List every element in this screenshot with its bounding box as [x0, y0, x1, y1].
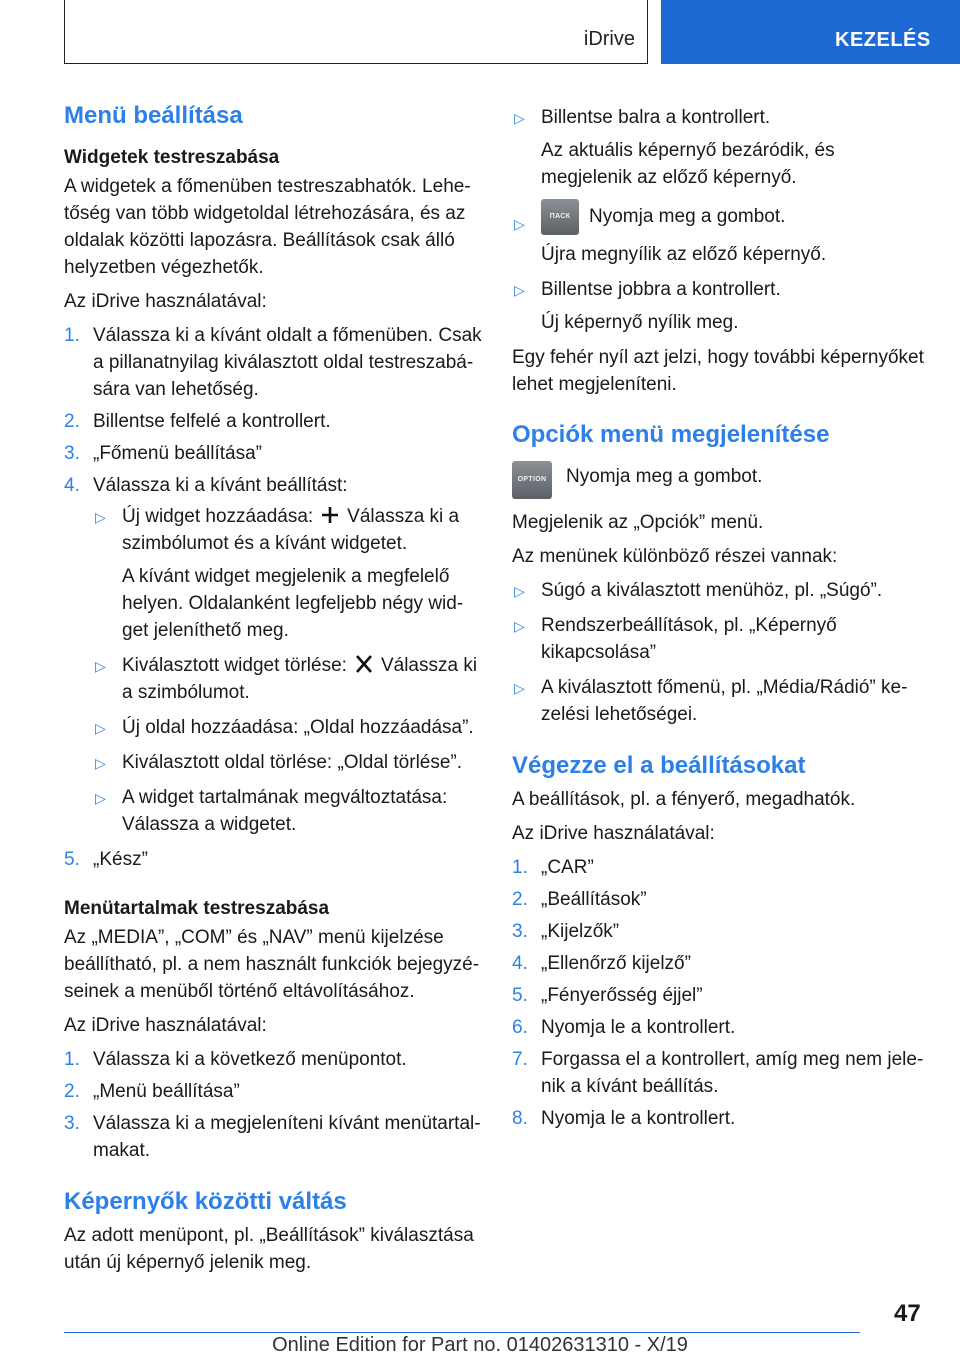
list-item: ▷ Súgó a kiválasztott menühöz, pl. „Súgó”. — [512, 577, 930, 604]
list-item: ▷ ПАСК Nyomja meg a gombot. Újra megnyílik az előző képernyő. — [512, 199, 930, 268]
triangle-bullet-icon: ▷ — [514, 583, 525, 599]
list-item: 2. „Menü beállítása” — [64, 1081, 240, 1102]
list-item: 6. Nyomja le a kontrollert. — [512, 1017, 736, 1038]
page-number: 47 — [894, 1300, 921, 1327]
right-column — [512, 100, 930, 1140]
options-parts-list — [512, 577, 930, 728]
header-title-box — [64, 0, 648, 64]
triangle-bullet-icon: ▷ — [514, 282, 525, 298]
footer-edition: Online Edition for Part no. 01402631310 - X/19 — [272, 1334, 688, 1356]
idrive-use-label: Az iDrive használatával: — [64, 291, 267, 312]
screen-navigation-list — [512, 104, 930, 336]
widgets-intro: A widgetek a főmenüben testreszabhatók. Lehe- tőség van több widgetoldal létrehozására, és az oldalak közötti lapozásra. Beállítások csak álló helyzetben végezhetők. — [64, 176, 471, 278]
triangle-bullet-icon: ▷ — [514, 110, 525, 126]
idrive-use-label: Az iDrive használatával: — [64, 1015, 267, 1036]
list-item: 1. „CAR” — [512, 857, 594, 878]
list-item: 5. „Fényerősség éjjel” — [512, 985, 703, 1006]
triangle-bullet-icon: ▷ — [95, 509, 106, 525]
widget-steps-list — [64, 322, 482, 873]
option-button-row: OPTION Nyomja meg a gombot. — [512, 463, 930, 499]
triangle-bullet-icon: ▷ — [95, 790, 106, 806]
heading-menu-settings: Menü beállítása — [64, 102, 243, 129]
heading-widgets: Widgetek testreszabása — [64, 147, 280, 168]
heading-options-menu: Opciók menü megjelenítése — [512, 421, 830, 448]
list-item: ▷ A widget tartalmának megváltoztatása: Válassza a widgetet. — [95, 787, 448, 835]
list-item: 8. Nyomja le a kontrollert. — [512, 1108, 736, 1129]
menu-content-steps-list — [64, 1046, 482, 1164]
heading-switch-screens: Képernyők közötti váltás — [64, 1188, 347, 1215]
list-item: ▷ Billentse jobbra a kontrollert. Új képernyő nyílik meg. — [514, 279, 781, 333]
list-item: 7. Forgassa el a kontrollert, amíg meg nem jele- nik a kívánt beállítás. — [512, 1049, 924, 1097]
left-column — [64, 100, 482, 1283]
menu-content-intro: Az „MEDIA”, „COM” és „NAV” menü kijelzése beállítható, pl. a nem használt funkciók bejegyzé- seinek a menüből történő eltávolításához. — [64, 927, 480, 1002]
heading-menu-content: Menütartalmak testreszabása — [64, 898, 330, 919]
settings-steps-list — [512, 854, 930, 1132]
list-item: 1. Válassza ki a kívánt oldalt a főmenüben. Csak a pillanatnyilag kiválasztott oldal testreszabá- sára van lehetőség. — [64, 325, 482, 400]
footer-divider — [64, 1332, 860, 1333]
list-item: ▷ Rendszerbeállítások, pl. „Képernyő kikapcsolása” — [514, 615, 837, 663]
list-item: 4. Válassza ki a kívánt beállítást: ▷ Új widget hozzáadása: Válassza ki a szimbólumot és a kívánt widgetet. A kívánt widget megjelenik a megfelelő helyen. Oldalanként legfeljebb négy wid- get jeleníthető meg. ▷ Kiválasztott widget törlése: Válassza ki a szimbólumot. ▷ Új oldal hozzáadása: „Oldal hozzáadása”. ▷ Kiválasztott oldal törlése: „Oldal törlése”. ▷ A widget tartalmának megváltoztatása: Válassza a widgetet. — [64, 472, 482, 838]
list-item: 2. Billentse felfelé a kontrollert. — [64, 411, 331, 432]
list-item: 5. „Kész” — [64, 849, 148, 870]
list-item: 2. „Beállítások” — [512, 889, 647, 910]
list-item: ▷ Kiválasztott oldal törlése: „Oldal törlése”. — [93, 749, 482, 776]
triangle-bullet-icon: ▷ — [95, 755, 106, 771]
screens-intro: Az adott menüpont, pl. „Beállítások” kiválasztása után új képernyő jelenik meg. — [64, 1225, 474, 1273]
list-item: 3. „Főmenü beállítása” — [64, 443, 262, 464]
options-shown: Megjelenik az „Opciók” menü. — [512, 512, 764, 533]
idrive-use-label: Az iDrive használatával: — [512, 823, 715, 844]
options-parts: Az menünek különböző részei vannak: — [512, 546, 838, 567]
settings-intro: A beállítások, pl. a fényerő, megadhatók. — [512, 789, 856, 810]
triangle-bullet-icon: ▷ — [95, 720, 106, 736]
back-button-icon: ПАСК — [541, 199, 579, 235]
list-item: 1. Válassza ki a következő menüpontot. — [64, 1049, 407, 1070]
close-icon — [353, 654, 375, 672]
triangle-bullet-icon: ▷ — [514, 216, 525, 232]
triangle-bullet-icon: ▷ — [95, 658, 106, 674]
header-section-tab — [661, 0, 960, 64]
list-item: 3. „Kijelzők” — [512, 921, 620, 942]
list-item: 4. „Ellenőrző kijelző” — [512, 953, 691, 974]
header-title: iDrive — [583, 28, 635, 50]
triangle-bullet-icon: ▷ — [514, 618, 525, 634]
add-widget-note: A kívánt widget megjelenik a megfelelő helyen. Oldalanként legfeljebb négy wid- get jeleníthető meg. — [122, 566, 464, 641]
setting-options-list — [93, 503, 482, 838]
arrow-note: Egy fehér nyíl azt jelzi, hogy további képernyőket lehet megjeleníteni. — [512, 347, 924, 395]
header-section-label: KEZELÉS — [835, 29, 931, 51]
list-item: ▷ Billentse balra a kontrollert. Az aktuális képernyő bezáródik, és megjelenik az előző képernyő. — [514, 107, 835, 188]
list-item: 3. Válassza ki a megjeleníteni kívánt menütartal- makat. — [64, 1113, 481, 1161]
triangle-bullet-icon: ▷ — [514, 680, 525, 696]
plus-icon — [319, 505, 341, 523]
list-item: ▷ A kiválasztott főmenü, pl. „Média/Rádió” ke- zelési lehetőségei. — [514, 677, 908, 725]
heading-settings: Végezze el a beállításokat — [512, 752, 806, 779]
list-item: ▷ Új widget hozzáadása: Válassza ki a szimbólumot és a kívánt widgetet. A kívánt widget megjelenik a megfelelő helyen. Oldalanként legfeljebb négy wid- get jeleníthető meg. — [93, 503, 482, 644]
list-item: ▷ Új oldal hozzáadása: „Oldal hozzáadása”. — [93, 714, 482, 741]
list-item: ▷ Kiválasztott widget törlése: Válassza ki a szimbólumot. — [95, 655, 478, 703]
option-button-icon: OPTION — [512, 461, 552, 499]
